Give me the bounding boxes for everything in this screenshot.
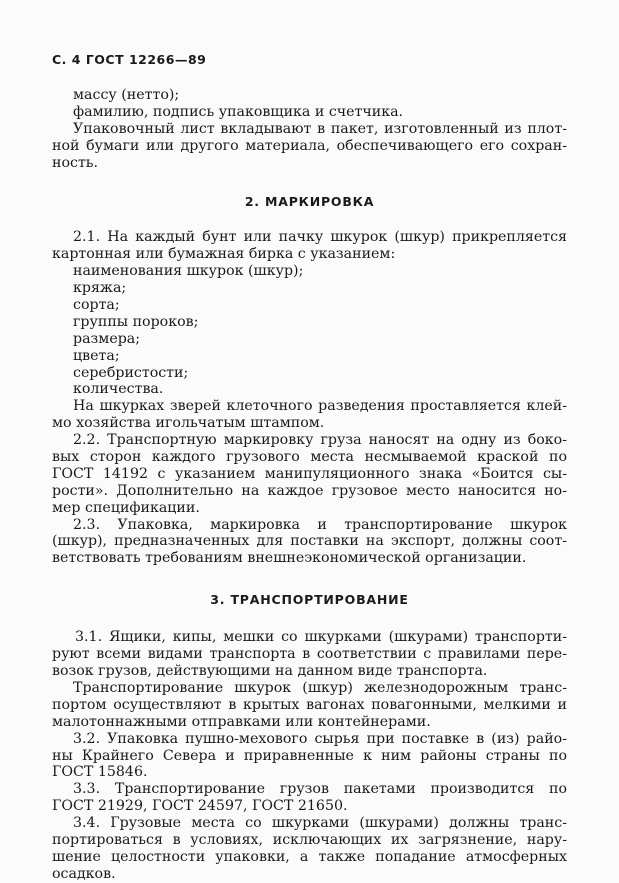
text-line: (шкур), предназначенных для поставки на экспорт, должны соот- [52,533,567,550]
list-item: группы пороков; [73,313,199,330]
text-line: шение целостности упаковки, а также попадание атмосферных [52,848,567,865]
list-item: сорта; [73,297,120,314]
text-line: вых сторон каждого грузового места несмываемой краской по [52,449,567,466]
intro-line: ной бумаги или другого материала, обеспечивающего его сохран- [52,137,567,154]
text-line: осадков. [52,865,116,882]
paragraph-3-4 [52,815,567,883]
text-line: 3.4. Грузовые места со шкурками (шкурами) должны транс- [73,815,567,832]
text-line: 2.1. На каждый бунт или пачку шкурок (шкур) прикрепляется [73,229,567,246]
text-line: руют всеми видами транспорта в соответствии с правилами пере- [52,646,567,663]
list-item: количества. [73,381,164,398]
text-line: На шкурках зверей клеточного разведения проставляется клей- [73,398,567,415]
text-line: возок грузов, действующими на данном виде транспорта. [52,663,488,680]
list-item: цвета; [73,347,120,364]
paragraph-3-1-note [52,680,567,731]
text-line: ны Крайнего Севера и приравненные к ним районы страны по [52,747,567,764]
text-line: ГОСТ 21929, ГОСТ 24597, ГОСТ 21650. [52,798,348,815]
label-fields-list [52,263,567,398]
paragraph-3-2 [52,731,567,782]
paragraph-2-3 [52,517,567,568]
section-3-title: 3. ТРАНСПОРТИРОВАНИЕ [210,592,409,608]
intro-line: ность. [52,154,99,171]
text-line: 3.3. Транспортирование грузов пакетами производится по [73,781,567,798]
page-header: С. 4 ГОСТ 12266—89 [52,52,207,67]
text-line: 3.1. Ящики, кипы, мешки со шкурками (шкурами) транспорти- [75,629,567,646]
text-line: ветствовать требованиям внешнеэкономической организации. [52,550,527,567]
paragraph-2-2 [52,432,567,516]
intro-block [52,87,567,171]
text-line: ГОСТ 15846. [52,764,148,781]
text-line: 3.2. Упаковка пушно-мехового сырья при поставке в (из) райо- [73,730,567,747]
list-item: кряжа; [73,280,127,297]
intro-line: фамилию, подпись упаковщика и счетчика. [73,103,404,120]
paragraph-2-1-note [52,398,567,432]
text-line: 2.3. Упаковка, маркировка и транспортирование шкурок [73,516,567,533]
intro-line: Упаковочный лист вкладывают в пакет, изготовленный из плот- [73,120,567,137]
paragraph-3-3 [52,781,567,815]
text-line: малотоннажными отправками или контейнерами. [52,713,431,730]
paragraph-3-1 [52,629,567,680]
text-line: картонная или бумажная бирка с указанием: [52,246,396,263]
document-page [52,52,567,883]
text-line: Транспортирование шкурок (шкур) железнодорожным транс- [73,679,567,696]
section-2-title: 2. МАРКИРОВКА [244,194,375,210]
intro-line: массу (нетто); [73,87,180,103]
text-line: рости». Дополнительно на каждое грузовое место наносится но- [52,482,567,499]
paragraph-2-1 [52,229,567,263]
text-line: ГОСТ 14192 с указанием манипуляционного знака «Боится сы- [52,465,567,482]
text-line: портом осуществляют в крытых вагонах повагонными, мелкими и [52,696,567,713]
list-item: размера; [73,330,141,347]
text-line: мер спецификации. [52,499,200,516]
text-line: портироваться в условиях, исключающих их загрязнение, нару- [52,831,567,848]
text-line: мо хозяйства игольчатым штампом. [52,415,325,432]
text-line: 2.2. Транспортную маркировку груза наносят на одну из боко- [73,432,567,449]
list-item: наименования шкурок (шкур); [73,263,304,280]
list-item: серебристости; [73,364,189,381]
